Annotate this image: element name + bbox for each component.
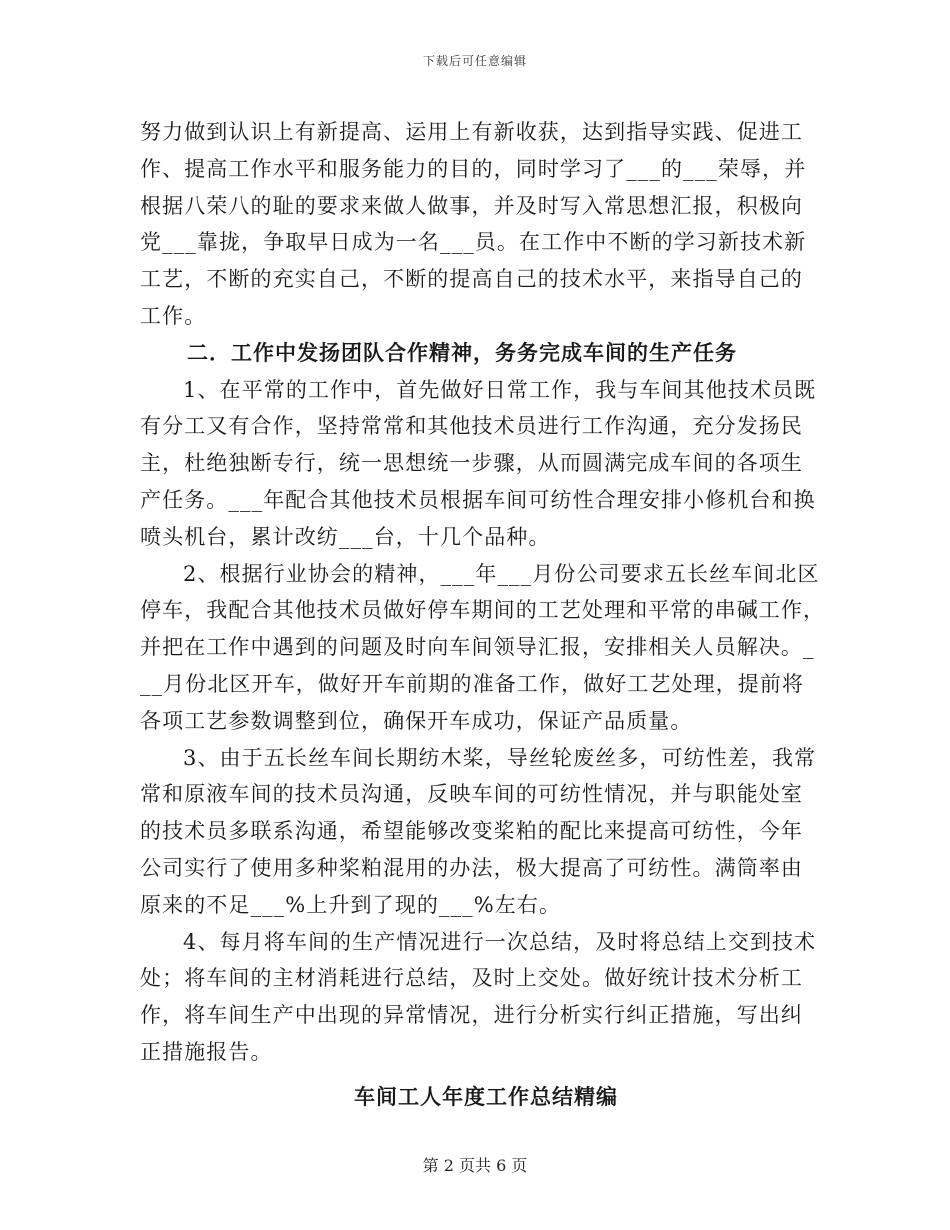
- document-title: 车间工人年度工作总结精编: [354, 1083, 618, 1109]
- text-line: 公司实行了使用多种桨粕混用的办法，极大提高了可纺性。满筒率由: [140, 855, 803, 880]
- paragraph-intro: [140, 114, 812, 335]
- text-line: 工作。: [140, 303, 207, 328]
- paragraph-3: [140, 740, 817, 924]
- paragraph-1: [140, 372, 817, 556]
- text-line: 常和原液车间的技术员沟通，反映车间的可纺性情况，并与职能处室: [140, 782, 803, 807]
- text-line: 处；将车间的主材消耗进行总结，及时上交处。做好统计技术分析工: [140, 966, 803, 991]
- paragraph-4: [140, 924, 817, 1071]
- text-line: 各项工艺参数调整到位，确保开车成功，保证产品质量。: [140, 708, 693, 733]
- text-line: 主，杜绝独断专行，统一思想统一步骤，从而圆满完成车间的各项生: [140, 451, 803, 476]
- text-line: 党___靠拢，争取早日成为一名___员。在工作中不断的学习新技术新: [140, 230, 807, 255]
- text-line: 原来的不足___%上升到了现的___%左右。: [140, 892, 562, 917]
- text-line: 的技术员多联系沟通，希望能够改变桨粕的配比来提高可纺性，今年: [140, 819, 803, 844]
- text-line: 并把在工作中遇到的问题及时向车间领导汇报，安排相关人员解决。_: [140, 635, 815, 660]
- text-line: 喷头机台，累计改纺___台，十几个品种。: [140, 524, 551, 549]
- text-line: 4、每月将车间的生产情况进行一次总结，及时将总结上交到技术: [183, 929, 817, 954]
- text-line: 工艺，不断的充实自己，不断的提高自己的技术水平，来指导自己的: [140, 267, 803, 292]
- text-line: __月份北区开车，做好开车前期的准备工作，做好工艺处理，提前将: [140, 671, 805, 696]
- text-line: 正措施报告。: [140, 1039, 273, 1064]
- text-line: 有分工又有合作，坚持常常和其他技术员进行工作沟通，充分发扬民: [140, 414, 803, 439]
- text-line: 1、在平常的工作中，首先做好日常工作，我与车间其他技术员既: [183, 377, 817, 402]
- text-line: 2、根据行业协会的精神，___年___月份公司要求五长丝车间北区: [183, 561, 820, 586]
- paragraph-2: [140, 556, 826, 740]
- page-number-footer: 第 2 页共 6 页: [422, 1156, 528, 1175]
- text-line: 3、由于五长丝车间长期纺木桨，导丝轮废丝多，可纺性差，我常: [183, 745, 817, 770]
- text-line: 产任务。___年配合其他技术员根据车间可纺性合理安排小修机台和换: [140, 487, 816, 512]
- page-header-note: 下载后可任意编辑: [422, 54, 527, 68]
- text-line: 努力做到认识上有新提高、运用上有新收获，达到指导实践、促进工: [140, 120, 803, 144]
- text-line: 根据八荣八的耻的要求来做人做事，并及时写入常思想汇报，积极向: [140, 193, 803, 218]
- text-line: 作，将车间生产中出现的异常情况，进行分析实行纠正措施，写出纠: [140, 1003, 803, 1028]
- section-heading: 二．工作中发扬团队合作精神，务务完成车间的生产任务: [187, 339, 737, 365]
- text-line: 停车，我配合其他技术员做好停车期间的工艺处理和平常的串碱工作，: [140, 598, 826, 623]
- text-line: 作、提高工作水平和服务能力的目的，同时学习了___的___荣辱，并: [140, 156, 807, 181]
- document-body: [140, 114, 826, 1116]
